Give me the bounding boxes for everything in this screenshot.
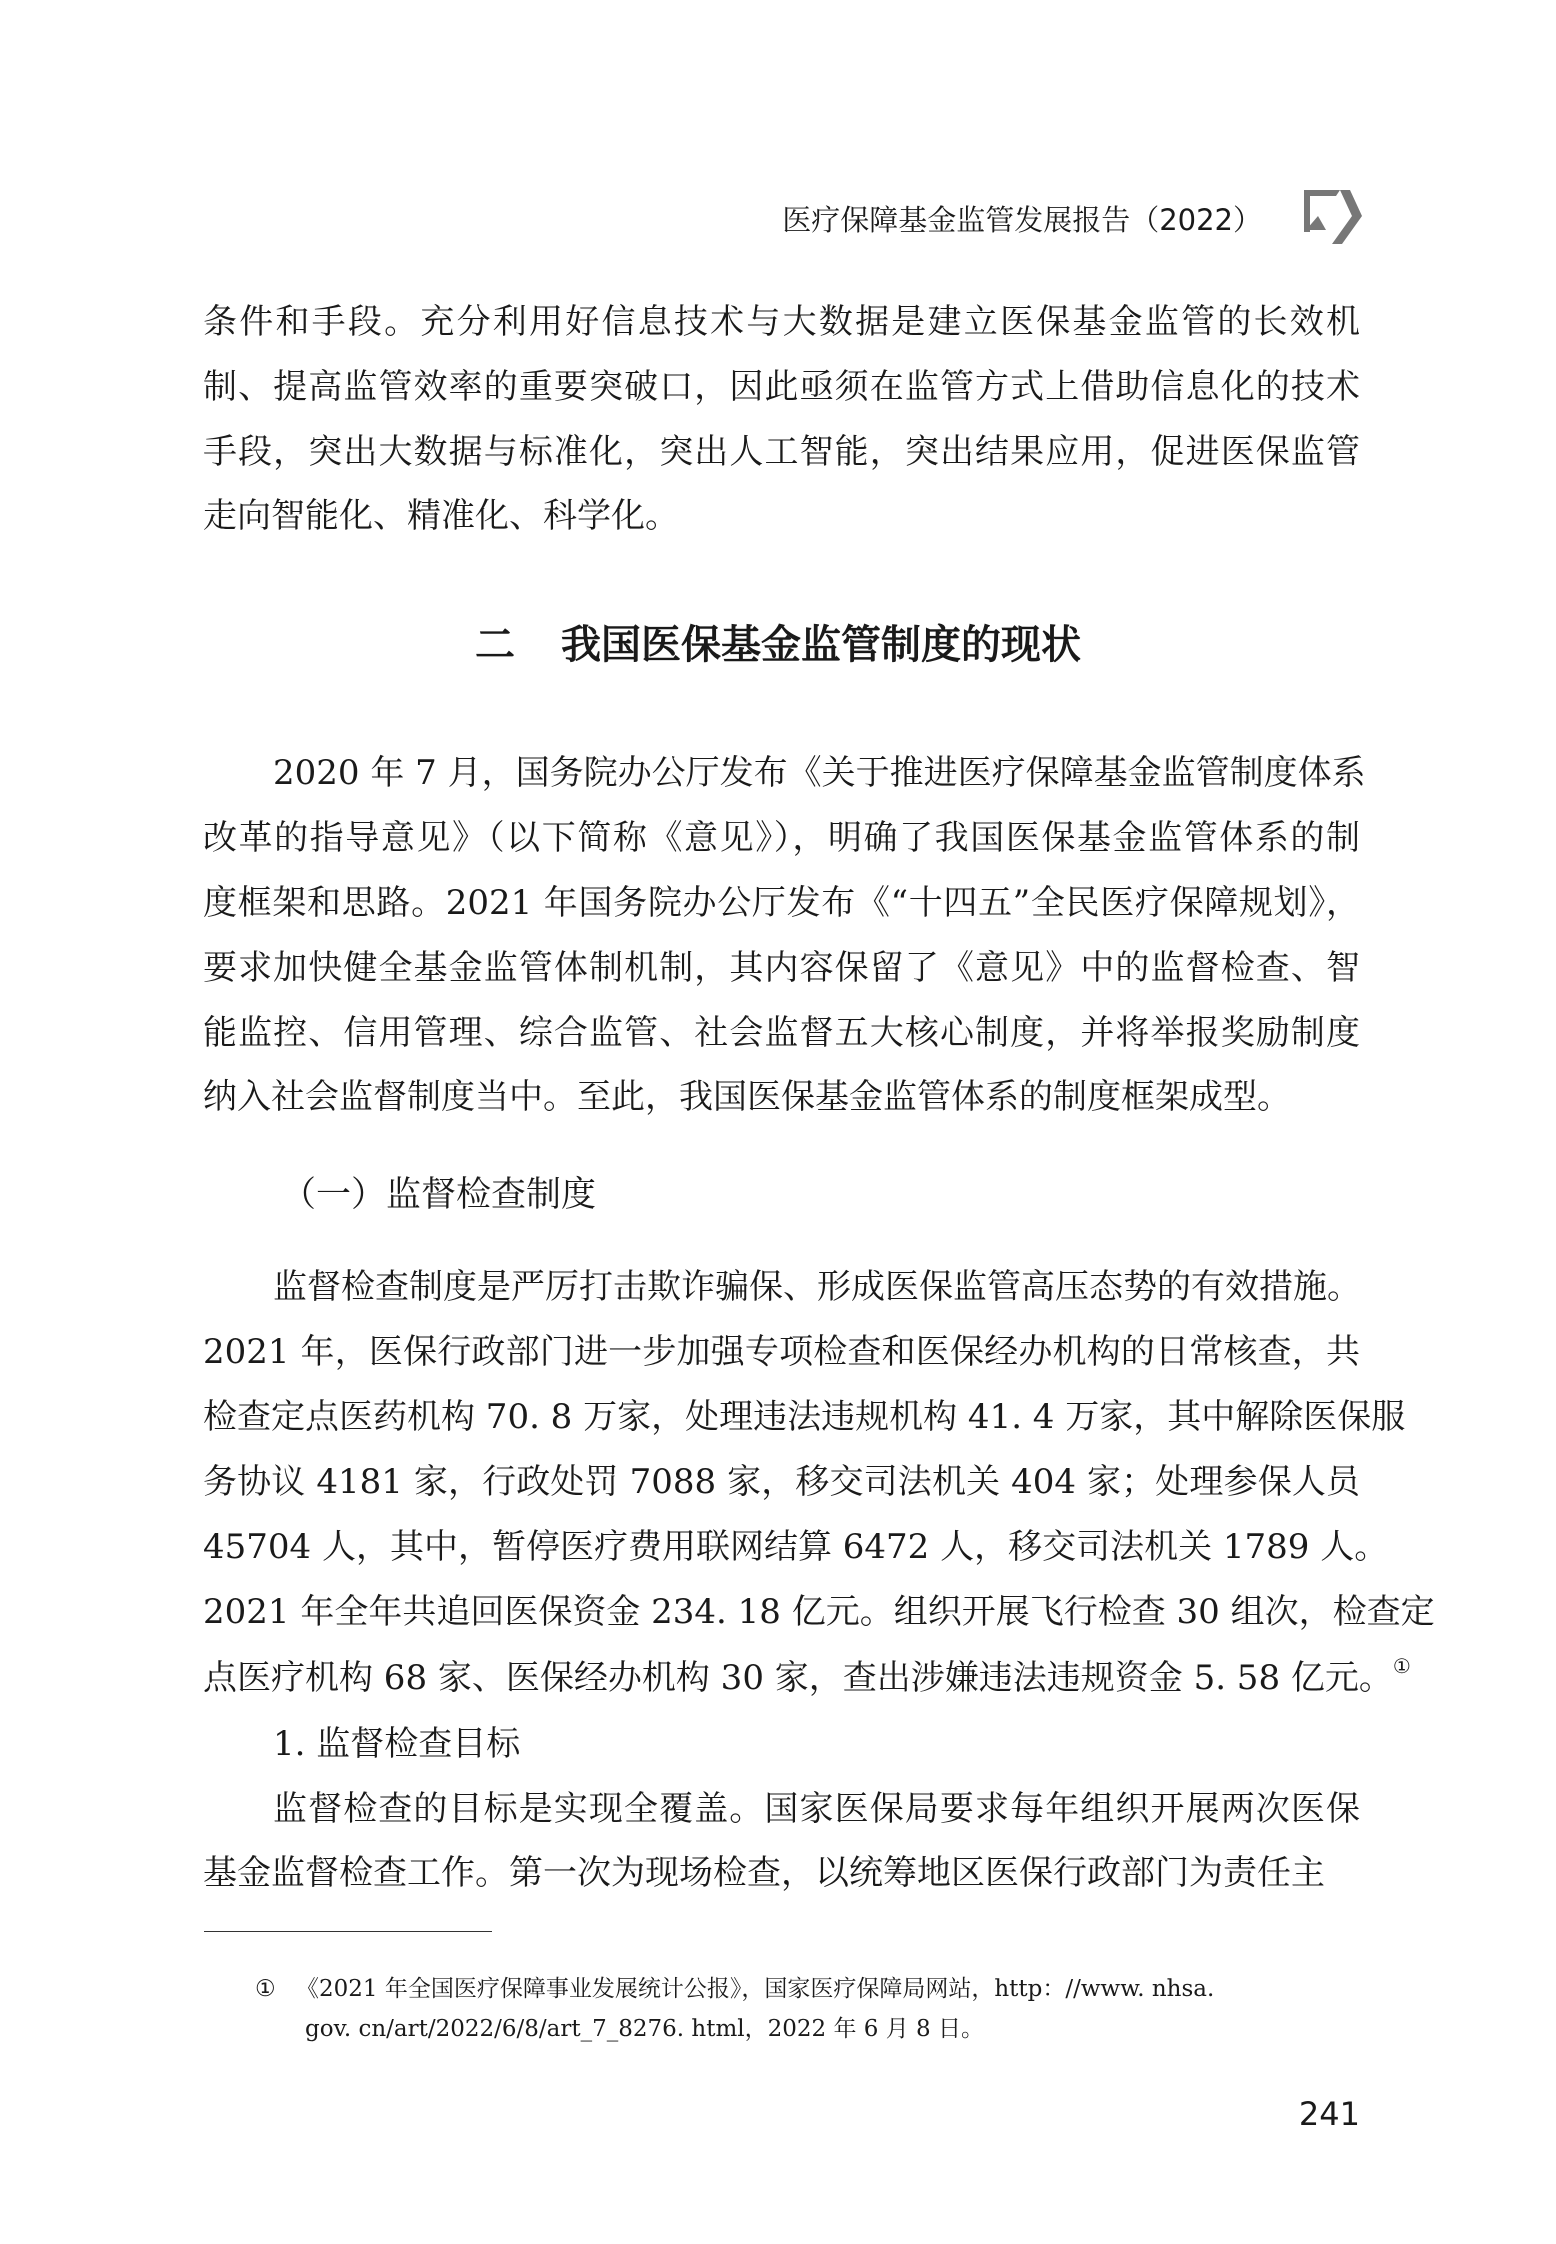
line-text: 手段，突出大数据与标准化，突出人工智能，突出结果应用，促进医保监管 [203,432,1360,472]
footnote-reference[interactable]: ① [1392,1654,1411,1678]
paragraph-line [203,1065,1360,1129]
paragraph-line [203,420,1360,484]
line-text: 能监控、信用管理、综合监管、社会监督五大核心制度，并将举报奖励制度 [203,1013,1360,1053]
running-header: 医疗保障基金监管发展报告（2022） [782,203,1262,237]
paragraph-line [203,871,1360,935]
line-text: 要求加快健全基金监管体制机制，其内容保留了《意见》中的监督检查、智 [203,948,1360,988]
line-text: 纳入社会监督制度当中。至此，我国医保基金监管体系的制度框架成型。 [203,1077,1291,1117]
paragraph-line [203,1515,1389,1579]
line-text: 2020 年 7 月，国务院办公厅发布《关于推进医疗保障基金监管制度体系 [273,753,1366,793]
footnote-line: 《2021 年全国医疗保障事业发展统计公报》，国家医疗保障局网站，http：//www. nhsa. [296,1976,1215,2002]
paragraph-line [203,1841,1360,1905]
line-text: 检查定点医药机构 70. 8 万家，处理违法违规机构 41. 4 万家，其中解除医保服 [203,1397,1406,1437]
paragraph-line [203,355,1360,419]
paragraph-line [203,484,1360,548]
paragraph-line [203,1320,1360,1384]
line-text: 条件和手段。充分利用好信息技术与大数据是建立医保基金监管的长效机 [203,302,1360,342]
book-corner-arrow-icon [1300,186,1364,248]
line-text: 务协议 4181 家，行政处罚 7088 家，移交司法机关 404 家；处理参保人员 [203,1462,1360,1502]
line-text: 基金监督检查工作。第一次为现场检查，以统筹地区医保行政部门为责任主 [203,1853,1325,1893]
paragraph-line [203,806,1360,870]
footnote-divider [204,1931,492,1932]
paragraph-line [273,1712,1360,1776]
paragraph-line [203,1646,1411,1710]
paragraph-line [273,741,1366,805]
line-text: 点医疗机构 68 家、医保经办机构 30 家，查出涉嫌违法违规资金 5. 58 亿元。 [203,1658,1393,1698]
footnote-mark: ① [255,1976,276,2002]
line-text: 2021 年，医保行政部门进一步加强专项检查和医保经办机构的日常核查，共 [203,1332,1360,1372]
line-text: 走向智能化、精准化、科学化。 [203,496,679,536]
page-number: 241 [1298,2095,1360,2133]
paragraph-line [203,1385,1406,1449]
paragraph-line [203,1450,1360,1514]
subsection-heading: （一）监督检查制度 [281,1175,597,1215]
paragraph-line [273,1777,1360,1841]
section-title: 我国医保基金监管制度的现状 [561,621,1081,668]
paragraph-line [203,1001,1360,1065]
paragraph-line [203,1580,1435,1644]
line-text: 制、提高监管效率的重要突破口，因此亟须在监管方式上借助信息化的技术 [203,367,1360,407]
paragraph-line [203,936,1360,1000]
line-text: 2021 年全年共追回医保资金 234. 18 亿元。组织开展飞行检查 30 组次，检查定 [203,1592,1435,1632]
line-text: 改革的指导意见》（以下简称《意见》），明确了我国医保基金监管体系的制 [203,818,1360,858]
line-text: 监督检查制度是严厉打击欺诈骗保、形成医保监管高压态势的有效措施。 [273,1267,1361,1307]
paragraph-line [203,290,1360,354]
section-number: 二 [475,621,515,668]
line-text: 45704 人，其中，暂停医疗费用联网结算 6472 人，移交司法机关 1789 人。 [203,1527,1389,1567]
paragraph-line [273,1255,1360,1319]
line-text: 1. 监督检查目标 [273,1724,521,1764]
line-text: 度框架和思路。2021 年国务院办公厅发布《“十四五”全民医疗保障规划》， [203,883,1360,923]
section-heading [0,615,1556,675]
footnote-line: gov. cn/art/2022/6/8/art_7_8276. html，2022 年 6 月 8 日。 [305,2016,984,2042]
line-text: 监督检查的目标是实现全覆盖。国家医保局要求每年组织开展两次医保 [273,1789,1360,1829]
